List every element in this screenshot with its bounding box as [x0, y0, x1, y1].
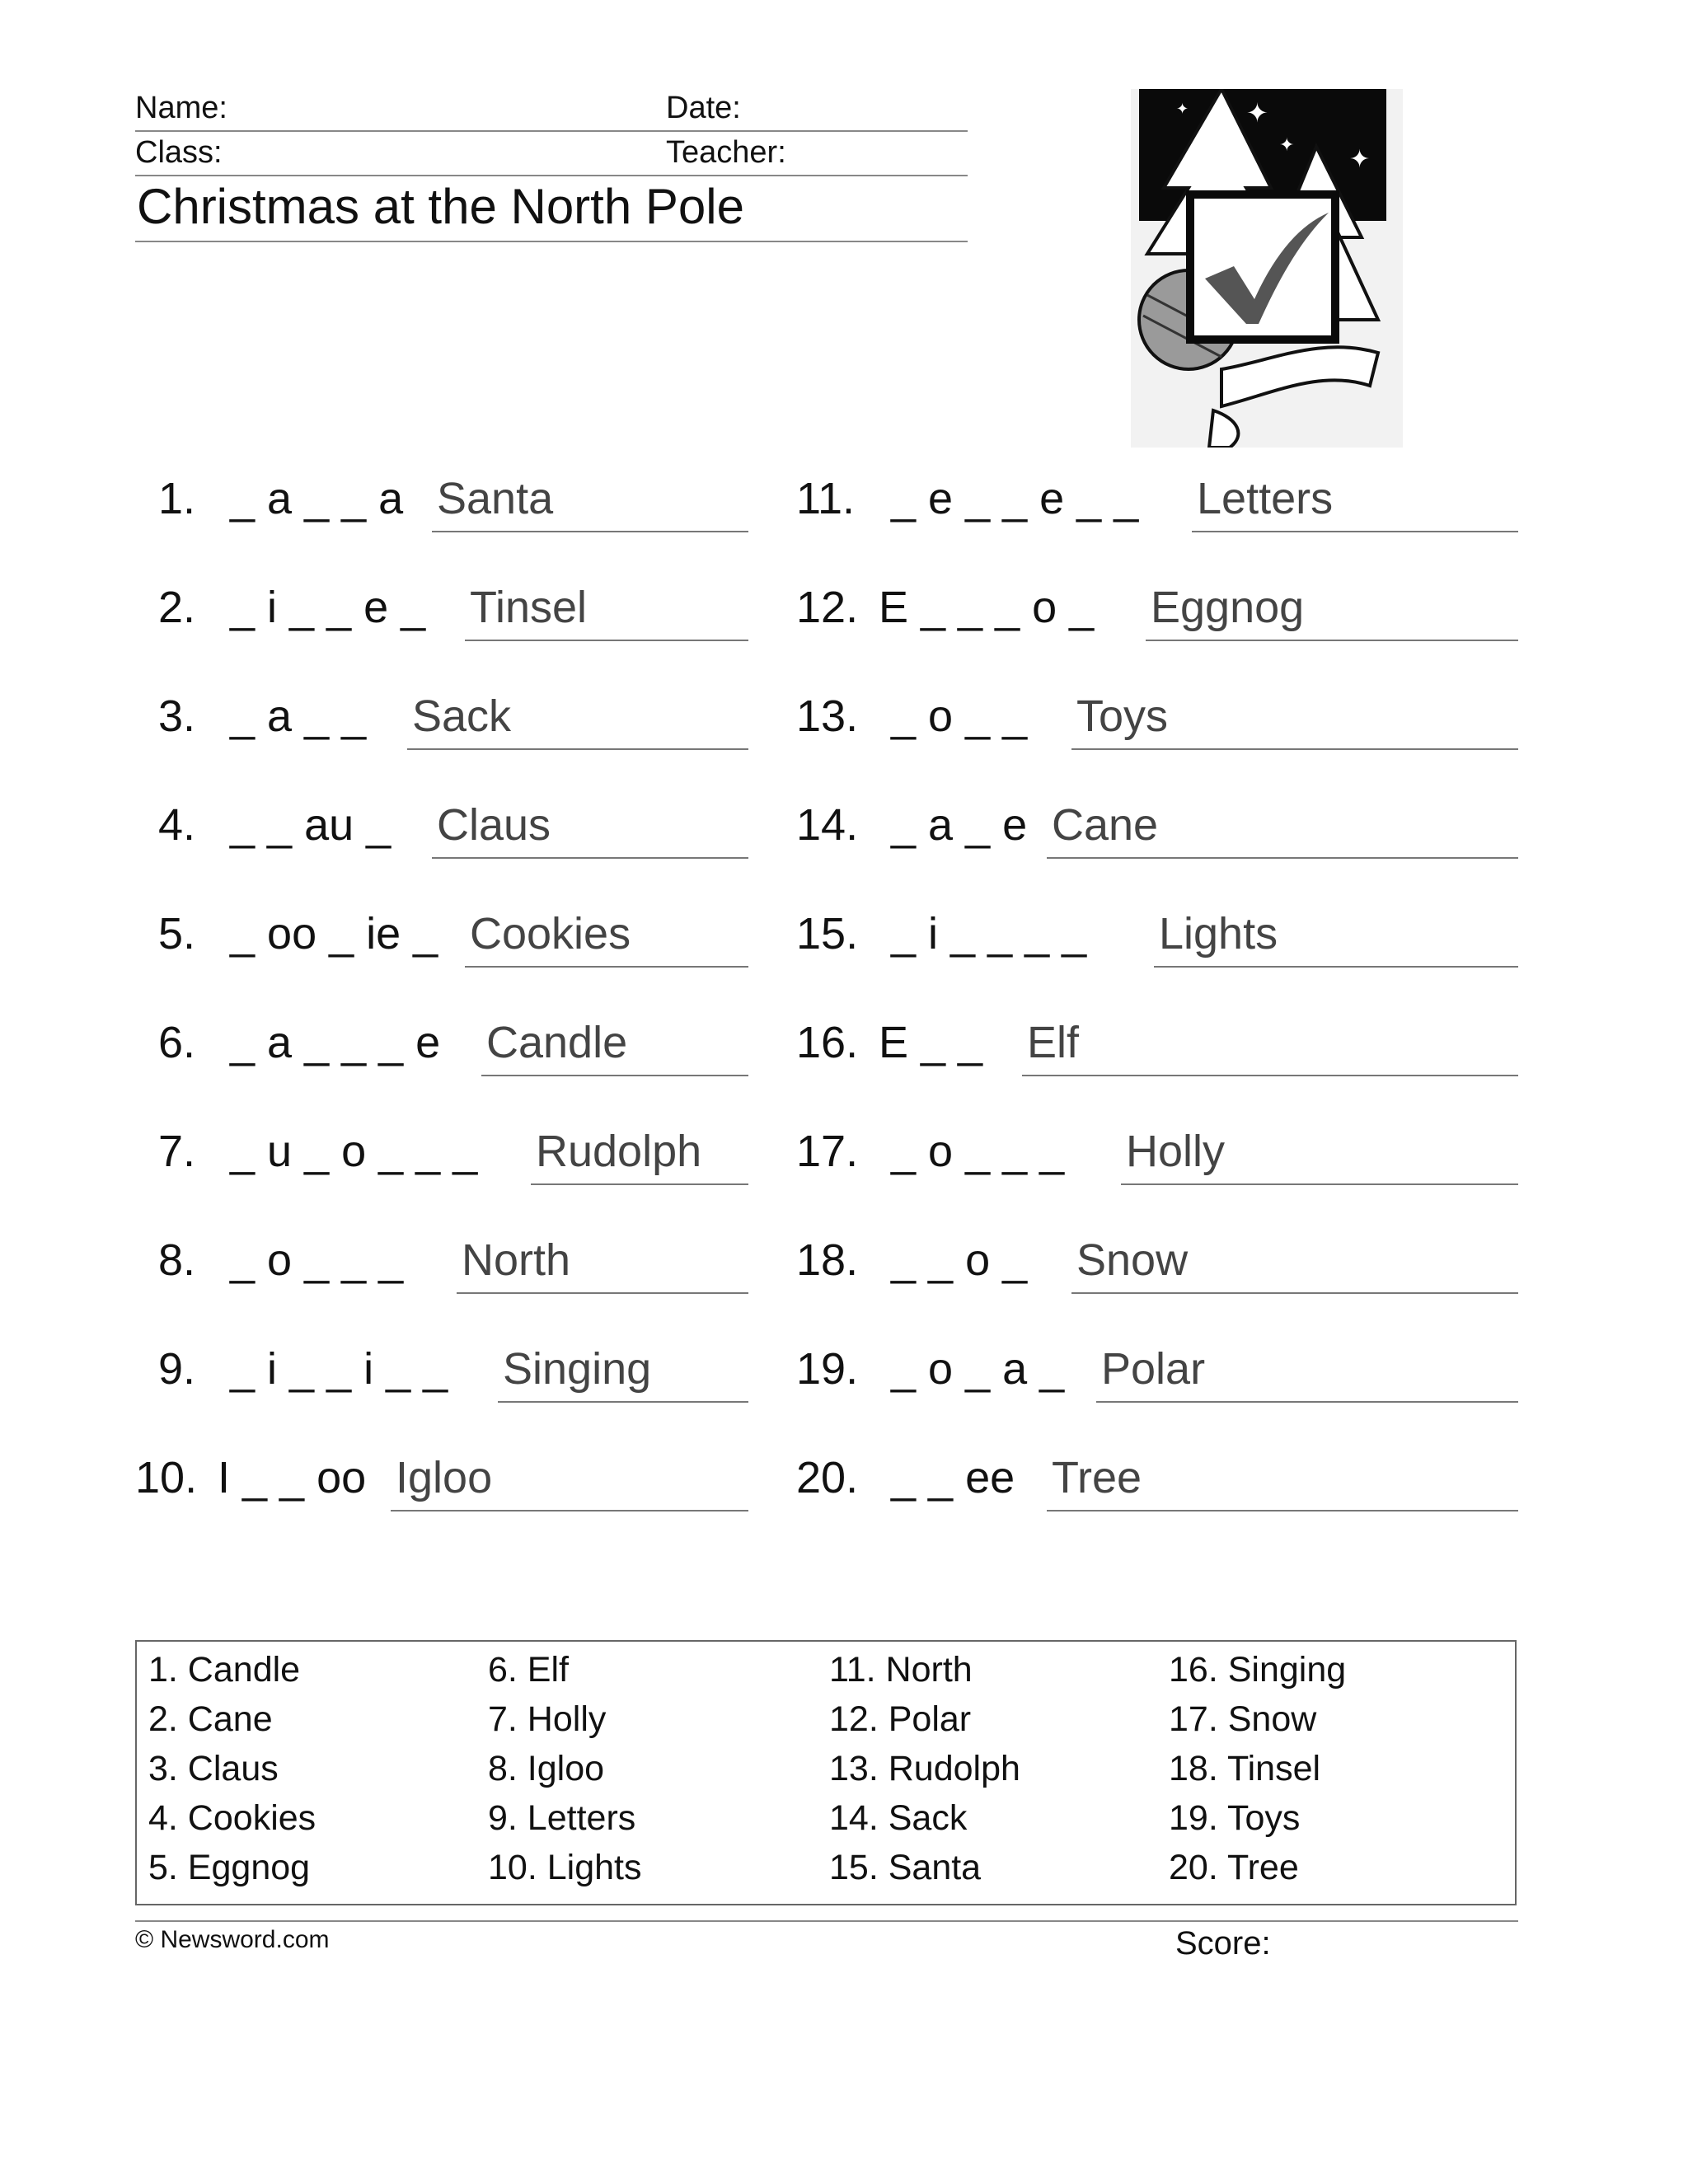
item-answer: Sack	[412, 691, 512, 741]
word-bank-entry: 4. Cookies	[148, 1798, 316, 1838]
item-number: 1.	[158, 474, 196, 523]
item-answer: Letters	[1197, 474, 1334, 523]
item-clue: _ i _ _ i _ _	[230, 1344, 448, 1394]
item-number: 11.	[796, 474, 856, 523]
item-clue: _ o _ _	[891, 691, 1028, 741]
item-answer: Elf	[1027, 1018, 1080, 1067]
item-clue: _ e _ _ e _ _	[891, 474, 1139, 523]
item-15	[796, 902, 1518, 968]
item-number: 2.	[158, 583, 196, 632]
word-bank-entry: 5. Eggnog	[148, 1848, 311, 1887]
word-bank	[135, 1640, 1517, 1905]
item-14	[796, 793, 1518, 859]
teacher-label: Teacher:	[666, 135, 786, 170]
item-clue: _ a _ e	[891, 800, 1028, 850]
word-bank-entry: 9. Letters	[488, 1798, 636, 1838]
item-7	[135, 1119, 748, 1185]
word-bank-entry: 7. Holly	[488, 1699, 607, 1739]
item-number: 3.	[158, 691, 196, 741]
item-18	[796, 1228, 1518, 1294]
item-clue: _ o _ a _	[891, 1344, 1065, 1394]
item-number: 17.	[796, 1127, 859, 1176]
answer-line	[465, 966, 748, 968]
item-answer: Holly	[1126, 1127, 1226, 1176]
date-label: Date:	[666, 91, 741, 125]
answer-line	[457, 1292, 748, 1294]
word-bank-entry: 19. Toys	[1169, 1798, 1301, 1838]
word-bank-entry: 17. Snow	[1169, 1699, 1317, 1739]
item-number: 5.	[158, 909, 196, 958]
item-clue: _ a _ _ a	[230, 474, 404, 523]
item-clue: _ u _ o _ _ _	[230, 1127, 478, 1176]
item-8	[135, 1228, 748, 1294]
item-16	[796, 1010, 1518, 1076]
item-answer: North	[462, 1235, 571, 1285]
item-clue: _ a _ _ _ e	[230, 1018, 441, 1067]
item-number: 6.	[158, 1018, 196, 1067]
answer-line	[481, 1075, 748, 1076]
answer-line	[407, 748, 748, 750]
word-bank-entry: 20. Tree	[1169, 1848, 1299, 1887]
item-clue: E _ _	[879, 1018, 983, 1067]
item-4	[135, 793, 748, 859]
word-bank-entry: 18. Tinsel	[1169, 1749, 1321, 1788]
answer-line	[432, 531, 748, 532]
svg-text:✦: ✦	[1349, 145, 1371, 174]
christmas-checkbox-logo-icon	[1131, 89, 1403, 448]
answer-line	[1121, 1183, 1518, 1185]
item-answer: Lights	[1159, 909, 1278, 958]
item-answer: Igloo	[396, 1453, 493, 1502]
word-bank-entry: 15. Santa	[829, 1848, 982, 1887]
answer-line	[1071, 748, 1518, 750]
footer-rule	[135, 1920, 1518, 1922]
word-bank-entry: 16. Singing	[1169, 1650, 1347, 1690]
answer-line	[1192, 531, 1518, 532]
item-answer: Santa	[437, 474, 554, 523]
class-teacher-rule	[135, 175, 968, 176]
item-answer: Toys	[1076, 691, 1169, 741]
class-label: Class:	[135, 135, 223, 170]
item-clue: _ _ ee	[891, 1453, 1015, 1502]
item-number: 20.	[796, 1453, 859, 1502]
item-answer: Candle	[486, 1018, 628, 1067]
answer-line	[465, 640, 748, 641]
item-1	[135, 466, 748, 532]
item-number: 13.	[796, 691, 859, 741]
item-10	[135, 1446, 748, 1511]
item-answer: Snow	[1076, 1235, 1189, 1285]
word-bank-entry: 3. Claus	[148, 1749, 279, 1788]
item-number: 12.	[796, 583, 859, 632]
item-6	[135, 1010, 748, 1076]
item-clue: _ a _ _	[230, 691, 367, 741]
answer-line	[498, 1401, 748, 1403]
item-number: 10.	[135, 1453, 198, 1502]
word-bank-entry: 11. North	[829, 1650, 973, 1690]
item-19	[796, 1337, 1518, 1403]
item-answer: Rudolph	[536, 1127, 702, 1176]
answer-line	[432, 857, 748, 859]
answer-line	[1146, 640, 1518, 641]
item-2	[135, 575, 748, 641]
answer-line	[1047, 857, 1518, 859]
word-bank-entry: 12. Polar	[829, 1699, 972, 1739]
answer-line	[1154, 966, 1518, 968]
word-bank-entry: 8. Igloo	[488, 1749, 605, 1788]
item-clue: _ o _ _ _	[230, 1235, 404, 1285]
answer-line	[1022, 1075, 1518, 1076]
copyright: © Newsword.com	[135, 1926, 330, 1953]
item-clue: E _ _ _ o _	[879, 583, 1095, 632]
word-bank-entry: 2. Cane	[148, 1699, 273, 1739]
item-clue: _ oo _ ie _	[230, 909, 438, 958]
answer-line	[1096, 1401, 1518, 1403]
item-number: 18.	[796, 1235, 859, 1285]
item-answer: Claus	[437, 800, 551, 850]
item-9	[135, 1337, 748, 1403]
svg-text:✦: ✦	[1176, 101, 1189, 118]
item-answer: Cane	[1052, 800, 1159, 850]
item-number: 16.	[796, 1018, 859, 1067]
name-label: Name:	[135, 91, 227, 125]
name-date-rule	[135, 130, 968, 132]
item-answer: Cookies	[470, 909, 631, 958]
answer-line	[1071, 1292, 1518, 1294]
word-bank-entry: 1. Candle	[148, 1650, 301, 1690]
item-number: 9.	[158, 1344, 196, 1394]
svg-text:✦: ✦	[1246, 97, 1268, 129]
answer-line	[1047, 1510, 1518, 1511]
word-bank-entry: 13. Rudolph	[829, 1749, 1020, 1788]
item-3	[135, 684, 748, 750]
word-bank-entry: 6. Elf	[488, 1650, 569, 1690]
item-5	[135, 902, 748, 968]
item-number: 7.	[158, 1127, 196, 1176]
item-number: 8.	[158, 1235, 196, 1285]
item-clue: _ i _ _ e _	[230, 583, 426, 632]
item-number: 19.	[796, 1344, 859, 1394]
item-clue: I _ _ oo	[218, 1453, 367, 1502]
score-label: Score:	[1175, 1925, 1271, 1961]
title-rule	[135, 241, 968, 242]
item-clue: _ i _ _ _ _	[891, 909, 1087, 958]
item-17	[796, 1119, 1518, 1185]
answer-line	[391, 1510, 748, 1511]
item-11	[796, 466, 1518, 532]
item-clue: _ o _ _ _	[891, 1127, 1065, 1176]
word-bank-entry: 14. Sack	[829, 1798, 968, 1838]
item-clue: _ _ au _	[230, 800, 392, 850]
word-bank-entry: 10. Lights	[488, 1848, 642, 1887]
item-answer: Eggnog	[1151, 583, 1305, 632]
svg-text:✦: ✦	[1279, 135, 1295, 156]
item-answer: Tinsel	[470, 583, 588, 632]
item-number: 4.	[158, 800, 196, 850]
item-answer: Tree	[1052, 1453, 1142, 1502]
item-20	[796, 1446, 1518, 1511]
item-number: 14.	[796, 800, 859, 850]
worksheet-title: Christmas at the North Pole	[137, 179, 744, 234]
item-answer: Singing	[503, 1344, 652, 1394]
item-13	[796, 684, 1518, 750]
answer-line	[531, 1183, 748, 1185]
item-number: 15.	[796, 909, 859, 958]
item-answer: Polar	[1101, 1344, 1206, 1394]
item-clue: _ _ o _	[891, 1235, 1028, 1285]
item-12	[796, 575, 1518, 641]
